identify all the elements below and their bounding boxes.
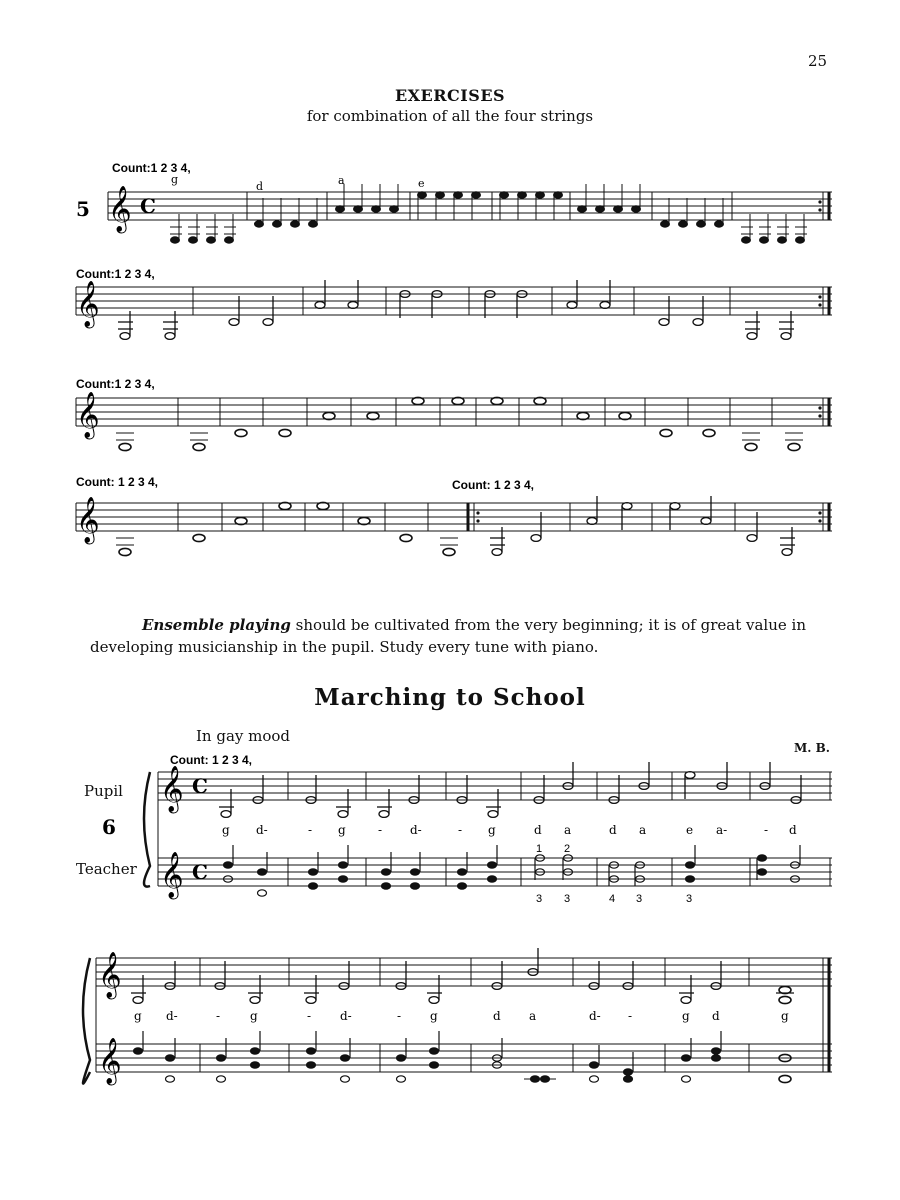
lyric: g: [134, 1009, 142, 1023]
note: [170, 214, 182, 243]
lyric: a: [639, 823, 647, 837]
exercise-staff-2: [76, 287, 832, 315]
note: [622, 503, 632, 530]
paragraph-text: should be cultivated from the very beginning; it is of great value in developing musicianship in the pupil. Study every tune with piano.: [90, 616, 806, 656]
lyrics-2: [134, 1009, 789, 1023]
fingering-number: 3: [536, 893, 543, 905]
note: [659, 296, 669, 325]
time-signature: C: [192, 774, 208, 798]
note: [235, 429, 247, 436]
note: [485, 291, 495, 318]
part-label-teacher: Teacher: [76, 860, 137, 878]
lyric: -: [628, 1009, 633, 1023]
time-signature: C: [192, 860, 208, 884]
exercises-subtitle: for combination of all the four strings: [306, 107, 594, 125]
note: [741, 214, 753, 243]
repeat-dot: [818, 208, 821, 211]
lyric: -: [397, 1009, 402, 1023]
lyric: d-: [340, 1009, 352, 1023]
lyric: d: [534, 823, 542, 837]
note: [693, 296, 703, 325]
lyric: a-: [716, 823, 728, 837]
song-title: Marching to School: [314, 684, 586, 711]
lyric: -: [764, 823, 769, 837]
system-brace: [83, 958, 90, 1084]
lyric: e: [686, 823, 694, 837]
repeat-dot: [476, 519, 479, 522]
exercises-title: EXERCISES: [394, 86, 506, 105]
chord: [166, 1038, 176, 1082]
note: [354, 184, 363, 212]
note: [229, 296, 239, 325]
paragraph-emphasis: Ensemble playing: [142, 616, 291, 634]
chord: [134, 1031, 144, 1054]
note: [440, 538, 458, 556]
note: [372, 184, 381, 212]
repeat-dot: [818, 303, 821, 306]
fingering-number: 3: [636, 893, 643, 905]
note: [614, 184, 623, 212]
chord: [624, 1052, 634, 1082]
string-mark: d: [256, 180, 264, 193]
note: [400, 291, 410, 318]
note: [717, 762, 727, 789]
chord: [224, 845, 234, 882]
lyric: a: [564, 823, 572, 837]
chord: [779, 1054, 791, 1082]
count-label: Count:1 2 3 4,: [76, 377, 155, 391]
fingering-number: 1: [536, 843, 543, 855]
note: [760, 762, 770, 789]
exercise-notes-4b: [490, 496, 795, 555]
chord: [488, 845, 498, 882]
lyric: d: [493, 1009, 501, 1023]
note: [632, 184, 641, 212]
repeat-dot: [818, 414, 821, 417]
chord: [563, 855, 573, 880]
lyric: g: [250, 1009, 258, 1023]
chord: [682, 1038, 692, 1082]
fingering-1: [536, 843, 692, 905]
fingering-number: 4: [609, 893, 616, 905]
note: [531, 512, 541, 541]
note: [759, 214, 771, 243]
note: [116, 538, 134, 556]
chord: [712, 1031, 722, 1061]
lyric: d-: [589, 1009, 601, 1023]
lyric: g: [338, 823, 346, 837]
treble-clef-icon: 𝄞: [160, 766, 184, 812]
song-number: 6: [102, 815, 116, 839]
fingering-number: 3: [564, 893, 571, 905]
note: [263, 296, 273, 325]
count-label: Count:1 2 3 4,: [112, 161, 191, 175]
exercise-number: 5: [76, 197, 90, 221]
chord: [258, 852, 268, 896]
treble-clef-icon: 𝄞: [76, 497, 100, 543]
treble-clef-icon: 𝄞: [98, 1038, 122, 1084]
lyric: -: [458, 823, 463, 837]
string-mark: e: [418, 177, 425, 190]
count-label: Count: 1 2 3 4,: [76, 475, 159, 489]
repeat-dot: [818, 511, 821, 514]
chord: [307, 1031, 317, 1068]
note: [795, 214, 807, 243]
lyric: -: [378, 823, 383, 837]
chord: [535, 855, 545, 880]
note: [578, 184, 587, 212]
note: [742, 433, 760, 451]
note: [193, 534, 205, 541]
lyric: -: [216, 1009, 221, 1023]
lyric: a: [529, 1009, 537, 1023]
repeat-dot: [818, 406, 821, 409]
repeat-dot: [818, 200, 821, 203]
song-count-label: Count: 1 2 3 4,: [170, 753, 253, 767]
note: [639, 762, 649, 789]
lyric: -: [307, 1009, 312, 1023]
note: [206, 214, 218, 243]
note: [747, 512, 757, 541]
note: [336, 184, 345, 212]
tempo-marking: In gay mood: [196, 727, 291, 745]
treble-clef-icon: 𝄞: [76, 281, 100, 327]
treble-clef-icon: 𝄞: [98, 952, 122, 998]
note: [685, 772, 695, 799]
treble-clef-icon: 𝄞: [108, 186, 132, 232]
lyric: d-: [256, 823, 268, 837]
lyric: g: [781, 1009, 789, 1023]
ensemble-paragraph: [90, 614, 820, 658]
composer: M. B.: [794, 741, 830, 755]
exercise-notes-2: [118, 280, 794, 339]
chord: [524, 1076, 556, 1082]
chord: [339, 845, 349, 882]
treble-clef-icon: 𝄞: [160, 852, 184, 898]
note: [776, 986, 794, 1003]
note: [188, 214, 200, 243]
lyric: d: [609, 823, 617, 837]
note: [517, 291, 527, 318]
lyric: g: [222, 823, 230, 837]
note: [116, 433, 134, 451]
chord: [217, 1038, 227, 1082]
note: [390, 184, 399, 212]
repeat-dot: [476, 511, 479, 514]
exercise-staff-4: [76, 503, 832, 531]
note: [279, 429, 291, 436]
lyric: d: [789, 823, 797, 837]
chord: [430, 1031, 440, 1068]
lyric: d-: [410, 823, 422, 837]
chord: [397, 1038, 407, 1082]
note: [563, 762, 573, 789]
note: [224, 214, 236, 243]
note: [528, 948, 538, 975]
chord: [251, 1031, 261, 1068]
pupil-notes-2: [131, 948, 794, 1004]
exercise-notes-1: [170, 184, 807, 243]
string-mark: a: [338, 174, 345, 187]
note: [660, 429, 672, 436]
note: [785, 433, 803, 451]
teacher-notes-2: [134, 1031, 792, 1083]
note: [400, 534, 412, 541]
count-label: Count: 1 2 3 4,: [452, 478, 535, 492]
chord: [791, 845, 801, 882]
time-signature: C: [140, 194, 156, 218]
note: [777, 214, 789, 243]
lyric: g: [430, 1009, 438, 1023]
note: [596, 184, 605, 212]
chord: [686, 845, 696, 882]
lyric: g: [488, 823, 496, 837]
fingering-number: 2: [564, 843, 571, 855]
note: [190, 433, 208, 451]
lyric: -: [308, 823, 313, 837]
teacher-notes-1: [224, 845, 801, 896]
repeat-dot: [818, 295, 821, 298]
chord: [493, 1038, 503, 1068]
note: [670, 503, 680, 530]
repeat-dot: [818, 519, 821, 522]
page-number: 25: [808, 52, 828, 70]
system-brace: [144, 772, 150, 887]
lyrics-1: [222, 823, 797, 837]
string-mark: g: [171, 173, 179, 186]
chord: [341, 1038, 351, 1082]
lyric: g: [682, 1009, 690, 1023]
lyric: d: [712, 1009, 720, 1023]
note: [703, 429, 715, 436]
exercise-staff-3: [76, 398, 832, 426]
lyric: d-: [166, 1009, 178, 1023]
chord: [757, 855, 767, 880]
fingering-number: 3: [686, 893, 693, 905]
treble-clef-icon: 𝄞: [76, 392, 100, 438]
part-label-pupil: Pupil: [84, 782, 123, 800]
pupil-notes-1: [219, 762, 801, 817]
note: [432, 291, 442, 318]
count-label: Count:1 2 3 4,: [76, 267, 155, 281]
